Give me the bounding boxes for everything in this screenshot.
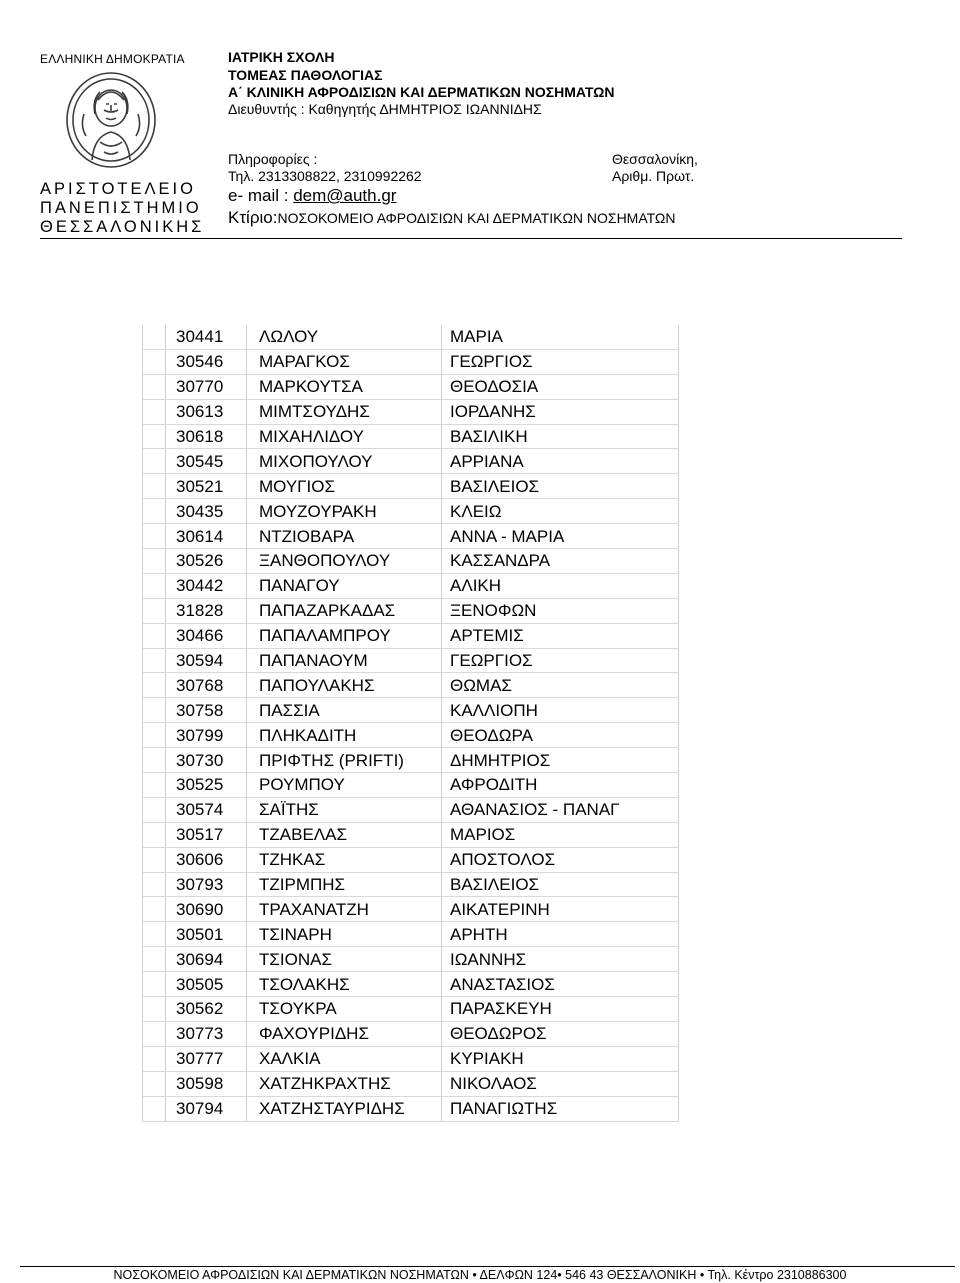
student-code: 30794 [166, 1096, 247, 1121]
row-spacer [143, 648, 166, 673]
student-code: 30793 [166, 872, 247, 897]
row-spacer [143, 897, 166, 922]
row-spacer [143, 325, 166, 349]
student-firstname: ΘΕΟΔΟΣΙΑ [442, 374, 679, 399]
student-code: 30690 [166, 897, 247, 922]
table-row [143, 872, 679, 897]
building-label: Κτίριο: [228, 208, 278, 227]
student-firstname: ΓΕΩΡΓΙΟΣ [442, 648, 679, 673]
row-spacer [143, 698, 166, 723]
student-firstname: ΙΟΡΔΑΝΗΣ [442, 399, 679, 424]
table-row [143, 623, 679, 648]
student-firstname: ΑΝΑΣΤΑΣΙΟΣ [442, 972, 679, 997]
student-surname: ΠΑΣΣΙΑ [247, 698, 442, 723]
students-table-body [143, 325, 679, 1121]
row-spacer [143, 723, 166, 748]
row-spacer [143, 1071, 166, 1096]
student-code: 30694 [166, 947, 247, 972]
student-surname: ΜΙΧΑΗΛΙΔΟΥ [247, 424, 442, 449]
table-row [143, 349, 679, 374]
student-surname: ΧΑΤΖΗΚΡΑΧΤΗΣ [247, 1071, 442, 1096]
table-row [143, 1071, 679, 1096]
student-firstname: ΚΑΣΣΑΝΔΡΑ [442, 549, 679, 574]
student-firstname: ΚΑΛΛΙΟΠΗ [442, 698, 679, 723]
info-label: Πληροφορίες : [228, 151, 318, 167]
row-spacer [143, 424, 166, 449]
table-row [143, 822, 679, 847]
student-code: 30613 [166, 399, 247, 424]
student-code: 30606 [166, 847, 247, 872]
table-row [143, 947, 679, 972]
clinic-title: Α΄ ΚΛΙΝΙΚΗ ΑΦΡΟΔΙΣΙΩΝ ΚΑΙ ΔΕΡΜΑΤΙΚΩΝ ΝΟΣΗΜΑΤΩΝ [228, 84, 615, 100]
student-firstname: ΑΘΑΝΑΣΙΟΣ - ΠΑΝΑΓ [442, 797, 679, 822]
student-code: 30598 [166, 1071, 247, 1096]
row-spacer [143, 549, 166, 574]
row-spacer [143, 922, 166, 947]
row-spacer [143, 847, 166, 872]
student-surname: ΠΡΙΦΤΗΣ (PRIFTI) [247, 748, 442, 773]
student-firstname: ΘΩΜΑΣ [442, 673, 679, 698]
table-row [143, 797, 679, 822]
student-code: 30526 [166, 549, 247, 574]
student-surname: ΠΑΠΟΥΛΑΚΗΣ [247, 673, 442, 698]
row-spacer [143, 997, 166, 1022]
student-surname: ΤΖΑΒΕΛΑΣ [247, 822, 442, 847]
director-line: Διευθυντής : Καθηγητής ΔΗΜΗΤΡΙΟΣ ΙΩΑΝΝΙΔΗΣ [228, 101, 542, 117]
student-firstname: ΙΩΑΝΝΗΣ [442, 947, 679, 972]
row-spacer [143, 748, 166, 773]
header-divider [40, 238, 902, 239]
table-row [143, 1096, 679, 1121]
university-name-line: ΑΡΙΣΤΟΤΕΛΕΙΟ [40, 180, 196, 198]
student-firstname: ΘΕΟΔΩΡΑ [442, 723, 679, 748]
student-code: 30773 [166, 1021, 247, 1046]
row-spacer [143, 524, 166, 549]
row-spacer [143, 598, 166, 623]
student-surname: ΠΛΗΚΑΔΙΤΗ [247, 723, 442, 748]
student-code: 30505 [166, 972, 247, 997]
student-code: 30777 [166, 1046, 247, 1071]
student-firstname: ΑΠΟΣΤΟΛΟΣ [442, 847, 679, 872]
table-row [143, 549, 679, 574]
school-title: ΙΑΤΡΙΚΗ ΣΧΟΛΗ [228, 49, 335, 65]
student-firstname: ΠΑΝΑΓΙΩΤΗΣ [442, 1096, 679, 1121]
row-spacer [143, 972, 166, 997]
student-surname: ΤΣΟΛΑΚΗΣ [247, 972, 442, 997]
row-spacer [143, 822, 166, 847]
student-surname: ΤΣΙΟΝΑΣ [247, 947, 442, 972]
student-surname: ΜΑΡΑΓΚΟΣ [247, 349, 442, 374]
student-firstname: ΑΙΚΑΤΕΡΙΝΗ [442, 897, 679, 922]
footer-address: ΝΟΣΟΚΟΜΕΙΟ ΑΦΡΟΔΙΣΙΩΝ ΚΑΙ ΔΕΡΜΑΤΙΚΩΝ ΝΟΣΗΜΑΤΩΝ • ΔΕΛΦΩΝ 124• 546 43 ΘΕΣΣΑΛΟΝΙΚΗ • Τηλ. Κέντρο 2310886300 [113, 1268, 847, 1282]
student-code: 30758 [166, 698, 247, 723]
table-row [143, 399, 679, 424]
student-surname: ΡΟΥΜΠΟΥ [247, 773, 442, 798]
student-code: 30562 [166, 997, 247, 1022]
table-row [143, 499, 679, 524]
student-code: 30435 [166, 499, 247, 524]
student-firstname: ΑΝΝΑ - ΜΑΡΙΑ [442, 524, 679, 549]
student-firstname: ΜΑΡΙΑ [442, 325, 679, 349]
student-surname: ΜΙΜΤΣΟΥΔΗΣ [247, 399, 442, 424]
student-code: 30521 [166, 474, 247, 499]
table-row [143, 325, 679, 349]
table-row [143, 1046, 679, 1071]
student-code: 30618 [166, 424, 247, 449]
student-code: 30770 [166, 374, 247, 399]
student-code: 30574 [166, 797, 247, 822]
university-name-line: ΘΕΣΣΑΛΟΝΙΚΗΣ [40, 218, 205, 236]
table-row [143, 1021, 679, 1046]
student-firstname: ΚΛΕΙΩ [442, 499, 679, 524]
student-surname: ΠΑΠΑΝΑΟΥΜ [247, 648, 442, 673]
student-surname: ΜΟΥΖΟΥΡΑΚΗ [247, 499, 442, 524]
student-surname: ΤΖΙΡΜΠΗΣ [247, 872, 442, 897]
building-name: ΝΟΣΟΚΟΜΕΙΟ ΑΦΡΟΔΙΣΙΩΝ ΚΑΙ ΔΕΡΜΑΤΙΚΩΝ ΝΟΣΗΜΑΤΩΝ [277, 210, 676, 226]
table-row [143, 972, 679, 997]
table-row [143, 598, 679, 623]
city-date: Θεσσαλονίκη, [612, 151, 698, 167]
building-line [228, 208, 676, 228]
student-firstname: ΒΑΣΙΛΕΙΟΣ [442, 474, 679, 499]
sector-title: ΤΟΜΕΑΣ ΠΑΘΟΛΟΓΙΑΣ [228, 67, 383, 83]
student-code: 31828 [166, 598, 247, 623]
student-surname: ΠΑΠΑΖΑΡΚΑΔΑΣ [247, 598, 442, 623]
student-firstname: ΚΥΡΙΑΚΗ [442, 1046, 679, 1071]
student-code: 30546 [166, 349, 247, 374]
table-row [143, 847, 679, 872]
student-surname: ΣΑΪΤΗΣ [247, 797, 442, 822]
student-surname: ΜΑΡΚΟΥΤΣΑ [247, 374, 442, 399]
student-firstname: ΠΑΡΑΣΚΕΥΗ [442, 997, 679, 1022]
student-surname: ΛΩΛΟΥ [247, 325, 442, 349]
student-firstname: ΓΕΩΡΓΙΟΣ [442, 349, 679, 374]
student-code: 30768 [166, 673, 247, 698]
student-firstname: ΝΙΚΟΛΑΟΣ [442, 1071, 679, 1096]
row-spacer [143, 374, 166, 399]
row-spacer [143, 1096, 166, 1121]
table-row [143, 922, 679, 947]
student-surname: ΤΣΙΝΑΡΗ [247, 922, 442, 947]
table-row [143, 648, 679, 673]
row-spacer [143, 499, 166, 524]
student-firstname: ΞΕΝΟΦΩΝ [442, 598, 679, 623]
student-code: 30730 [166, 748, 247, 773]
student-surname: ΜΟΥΓΙΟΣ [247, 474, 442, 499]
student-surname: ΤΖΗΚΑΣ [247, 847, 442, 872]
table-row [143, 773, 679, 798]
student-firstname: ΑΡΗΤΗ [442, 922, 679, 947]
student-code: 30799 [166, 723, 247, 748]
student-code: 30545 [166, 449, 247, 474]
student-code: 30525 [166, 773, 247, 798]
row-spacer [143, 947, 166, 972]
row-spacer [143, 1046, 166, 1071]
student-firstname: ΔΗΜΗΤΡΙΟΣ [442, 748, 679, 773]
student-surname: ΧΑΛΚΙΑ [247, 1046, 442, 1071]
row-spacer [143, 573, 166, 598]
table-row [143, 897, 679, 922]
row-spacer [143, 673, 166, 698]
table-row [143, 449, 679, 474]
student-code: 30594 [166, 648, 247, 673]
row-spacer [143, 623, 166, 648]
student-firstname: ΑΡΡΙΑΝΑ [442, 449, 679, 474]
student-code: 30614 [166, 524, 247, 549]
republic-label: ΕΛΛΗΝΙΚΗ ΔΗΜΟΚΡΑΤΙΑ [40, 52, 185, 66]
table-row [143, 698, 679, 723]
protocol-number: Αριθμ. Πρωτ. [612, 168, 695, 184]
table-row [143, 748, 679, 773]
table-row [143, 524, 679, 549]
row-spacer [143, 399, 166, 424]
table-row [143, 673, 679, 698]
student-code: 30441 [166, 325, 247, 349]
student-firstname: ΑΦΡΟΔΙΤΗ [442, 773, 679, 798]
university-name-line: ΠΑΝΕΠΙΣΤΗΜΙΟ [40, 199, 202, 217]
table-row [143, 424, 679, 449]
student-surname: ΠΑΝΑΓΟΥ [247, 573, 442, 598]
student-surname: ΦΑΧΟΥΡΙΔΗΣ [247, 1021, 442, 1046]
email-label: e- mail : [228, 186, 294, 205]
student-surname: ΜΙΧΟΠΟΥΛΟΥ [247, 449, 442, 474]
student-surname: ΤΣΟΥΚΡΑ [247, 997, 442, 1022]
student-surname: ΞΑΝΘΟΠΟΥΛΟΥ [247, 549, 442, 574]
phone-line: Τηλ. 2313308822, 2310992262 [228, 168, 422, 184]
university-name [40, 180, 204, 237]
footer-divider [20, 1266, 955, 1267]
student-firstname: ΒΑΣΙΛΕΙΟΣ [442, 872, 679, 897]
student-firstname: ΜΑΡΙΟΣ [442, 822, 679, 847]
student-code: 30466 [166, 623, 247, 648]
student-firstname: ΑΛΙΚΗ [442, 573, 679, 598]
student-firstname: ΑΡΤΕΜΙΣ [442, 623, 679, 648]
table-row [143, 997, 679, 1022]
table-row [143, 474, 679, 499]
university-seal-icon [62, 70, 160, 174]
student-surname: ΠΑΠΑΛΑΜΠΡΟΥ [247, 623, 442, 648]
student-code: 30517 [166, 822, 247, 847]
table-row [143, 723, 679, 748]
row-spacer [143, 449, 166, 474]
student-code: 30501 [166, 922, 247, 947]
student-firstname: ΘΕΟΔΩΡΟΣ [442, 1021, 679, 1046]
row-spacer [143, 773, 166, 798]
student-surname: ΝΤΖΙΟΒΑΡΑ [247, 524, 442, 549]
student-code: 30442 [166, 573, 247, 598]
email-line [228, 186, 396, 206]
row-spacer [143, 474, 166, 499]
row-spacer [143, 872, 166, 897]
students-table [142, 325, 679, 1122]
student-firstname: ΒΑΣΙΛΙΚΗ [442, 424, 679, 449]
email-link[interactable]: dem@auth.gr [293, 186, 397, 205]
row-spacer [143, 1021, 166, 1046]
table-row [143, 573, 679, 598]
row-spacer [143, 349, 166, 374]
student-surname: ΧΑΤΖΗΣΤΑΥΡΙΔΗΣ [247, 1096, 442, 1121]
student-surname: ΤΡΑΧΑΝΑΤΖΗ [247, 897, 442, 922]
table-row [143, 374, 679, 399]
row-spacer [143, 797, 166, 822]
